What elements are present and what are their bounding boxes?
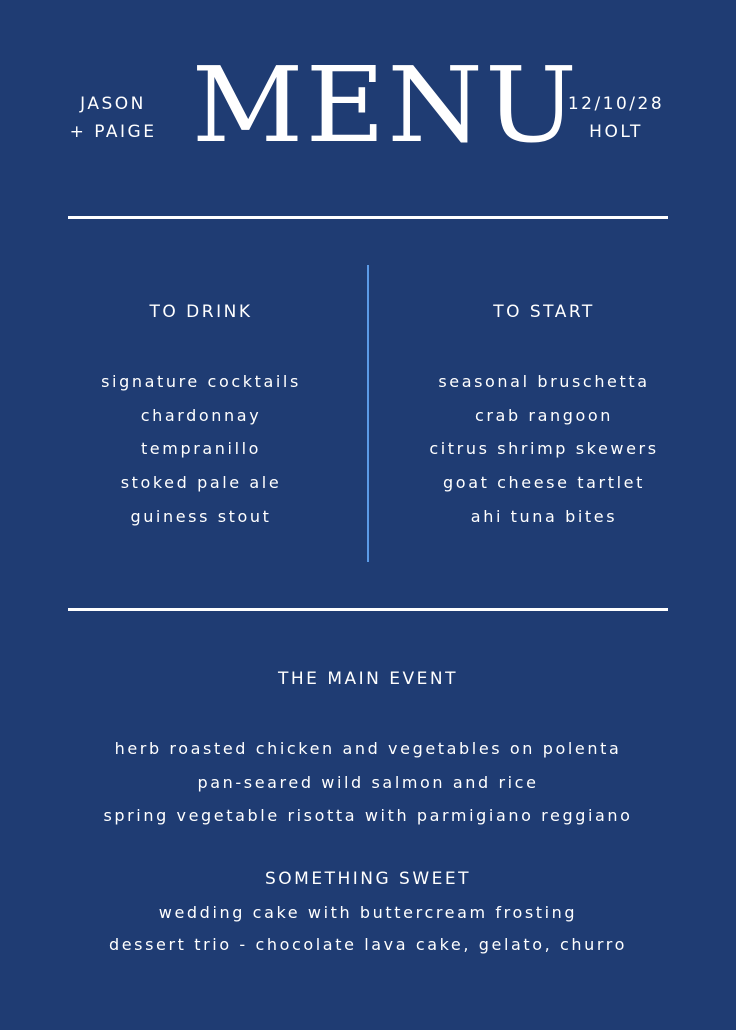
start-item: seasonal bruschetta	[438, 372, 650, 391]
start-item: crab rangoon	[474, 405, 614, 425]
drink-list	[51, 365, 351, 534]
main-event-item: herb roasted chicken and vegetables on polenta	[114, 739, 622, 758]
dessert-item: dessert trio - chocolate lava cake, gelato, churro	[108, 935, 628, 954]
middle-divider-line	[68, 608, 668, 611]
start-list	[394, 365, 694, 534]
main-event-item: spring vegetable risotta with parmigiano reggiano	[103, 806, 633, 826]
drink-item: signature cocktails	[101, 372, 301, 391]
menu-title: MENU	[191, 44, 580, 166]
main-event-list	[40, 732, 696, 833]
event-date: 12/10/28	[567, 94, 665, 114]
drink-section	[51, 298, 351, 534]
something-sweet-heading: SOMETHING SWEET	[264, 869, 472, 889]
column-divider	[367, 265, 369, 562]
start-item: goat cheese tartlet	[443, 473, 645, 493]
dessert-item: wedding cake with buttercream frosting	[158, 903, 578, 922]
something-sweet-list	[40, 897, 696, 961]
drink-heading: TO DRINK	[149, 302, 253, 322]
drink-item: stoked pale ale	[120, 473, 282, 493]
drink-item: guiness stout	[130, 506, 272, 526]
main-event-heading: THE MAIN EVENT	[278, 669, 458, 689]
drink-item: tempranillo	[140, 439, 262, 459]
main-event-item: pan-seared wild salmon and rice	[197, 772, 539, 792]
drink-item: chardonnay	[140, 405, 262, 425]
event-venue: HOLT	[589, 122, 643, 142]
start-section	[394, 298, 694, 534]
start-heading: TO START	[493, 302, 595, 322]
something-sweet-section	[40, 865, 696, 961]
start-item: citrus shrimp skewers	[429, 439, 659, 459]
main-event-section	[40, 665, 696, 833]
event-info	[558, 90, 674, 146]
top-divider-line	[68, 216, 668, 219]
couple-names	[58, 90, 168, 146]
couple-name-1: JASON	[80, 94, 146, 114]
couple-name-2: + PAIGE	[69, 122, 157, 142]
start-item: ahi tuna bites	[470, 506, 618, 526]
